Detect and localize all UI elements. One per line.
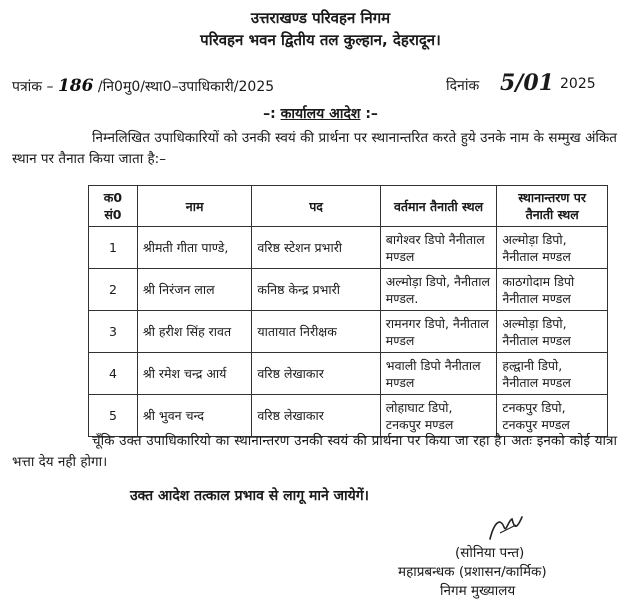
serial-cell: 3 [89,311,138,353]
serial-cell: 4 [89,353,138,395]
new-posting-cell: हल्द्वानी डिपो, नैनीताल मण्डल [497,353,608,395]
transfer-table [88,185,608,437]
table-row [89,311,608,353]
post-cell: कनिष्ठ केन्द्र प्रभारी [252,269,380,311]
date-handwritten: 5/01 [500,70,554,96]
serial-cell: 1 [89,227,138,269]
order-title-prefix: –: [263,106,276,122]
order-title-suffix: :– [365,106,378,122]
header-current-posting: वर्तमान तैनाती स्थल [380,186,497,227]
reference-rest: /नि0मु0/स्था0–उपाधिकारी/2025 [97,79,275,95]
serial-cell: 2 [89,269,138,311]
current-posting-cell: रामनगर डिपो, नैनीताल मण्डल [380,311,497,353]
serial-cell: 5 [89,395,138,437]
order-title [0,104,641,123]
intro-paragraph: निम्नलिखित उपाधिकारियों को उनकी स्वयं की प्रार्थना पर स्थानान्तरित करते हुये उनके नाम के सम्मुख अंकित स्थान पर तैनात किया जाता है:– [12,130,617,167]
reference-label: पत्रांक – [12,79,54,95]
new-posting-cell: अल्मोड़ा डिपो, नैनीताल मण्डल [497,227,608,269]
current-posting-cell: लोहाघाट डिपो, टनकपुर मण्डल [380,395,497,437]
post-cell: वरिष्ठ स्टेशन प्रभारी [252,227,380,269]
header-post: पद [252,186,380,227]
current-posting-cell: भवाली डिपो नैनीताल मण्डल [380,353,497,395]
name-cell: श्री रमेश चन्द्र आर्य [137,353,251,395]
name-cell: श्रीमती गीता पाण्डे, [137,227,251,269]
org-address: परिवहन भवन द्वितीय तल कुल्हान, देहरादून। [200,31,441,49]
header-serial: क0 सं0 [89,186,138,227]
date-year: 2025 [560,76,596,92]
post-cell: वरिष्ठ लेखाकार [252,395,380,437]
name-cell: श्री हरीश सिंह रावत [137,311,251,353]
post-cell: यातायात निरीक्षक [252,311,380,353]
new-posting-cell: अल्मोड़ा डिपो, नैनीताल मण्डल [497,311,608,353]
new-posting-cell: काठगोदाम डिपो नैनीताल मण्डल [497,269,608,311]
signatory-name: (सोनिया पन्त) [455,545,525,561]
reference-number-handwritten: 186 [57,76,94,96]
date-label: दिनांक [446,78,480,94]
current-posting-cell: बागेश्वर डिपो नैनीताल मण्डल [380,227,497,269]
name-cell: श्री भुवन चन्द [137,395,251,437]
reference-line [12,76,274,96]
signature-mark [486,513,526,547]
table-row [89,353,608,395]
name-cell: श्री निरंजन लाल [137,269,251,311]
effect-statement: उक्त आदेश तत्काल प्रभाव से लागू माने जायेगें। [130,488,369,504]
post-cell: वरिष्ठ लेखाकार [252,353,380,395]
signatory-designation: महाप्रबन्धक (प्रशासन/कार्मिक) [398,564,547,580]
table-row [89,227,608,269]
table-header-row [89,186,608,227]
org-name-heading: उत्तराखण्ड परिवहन निगम [250,9,391,27]
signatory-office: निगम मुख्यालय [440,583,516,599]
new-posting-cell: टनकपुर डिपो, टनकपुर मण्डल [497,395,608,437]
header-new-posting: स्थानान्तरण पर तैनाती स्थल [497,186,608,227]
header-name: नाम [137,186,251,227]
table-row [89,269,608,311]
current-posting-cell: अल्मोड़ा डिपो, नैनीताल मण्डल. [380,269,497,311]
note-paragraph: चूँकि उक्त उपाधिकारियो का स्थानान्तरण उनकी स्वयं की प्रार्थना पर किया जा रहा है। अतः इनको कोई यात्रा भत्ता देय नही होगा। [12,433,617,470]
order-title-text: कार्यालय आदेश [280,106,361,122]
